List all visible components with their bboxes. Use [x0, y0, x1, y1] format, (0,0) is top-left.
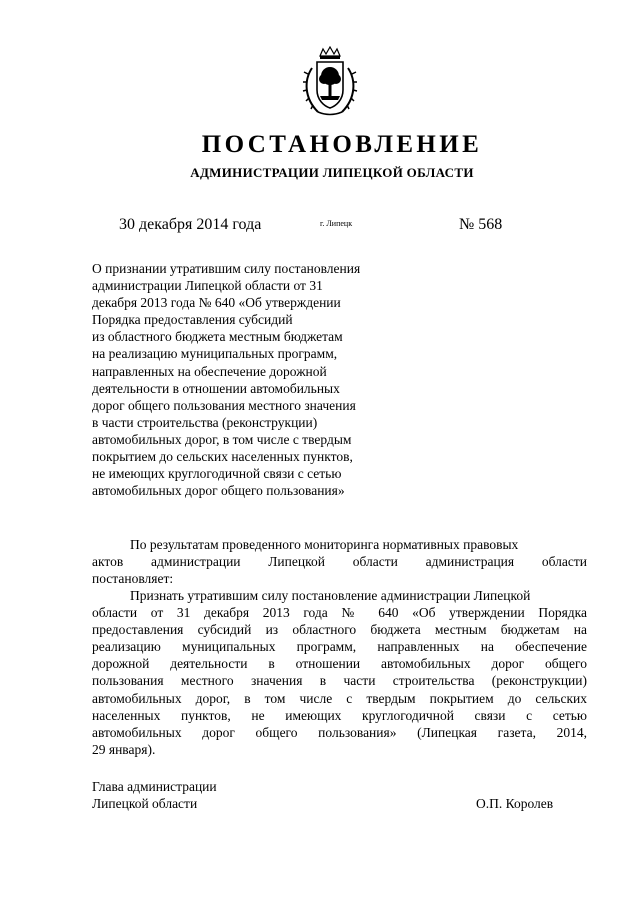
- heading-line: направленных на обеспечение дорожной: [92, 363, 327, 379]
- paragraph-line: реализацию муниципальных программ, направленных на обеспечение: [92, 639, 587, 655]
- paragraph-line: автомобильных дорог общего пользования» (Липецкая газета, 2014,: [92, 724, 587, 740]
- document-city: г. Липецк: [320, 219, 353, 228]
- heading-line: из областного бюджета местным бюджетам: [92, 329, 343, 345]
- heading-line: автомобильных дорог общего пользования»: [92, 483, 345, 499]
- paragraph-line: Признать утратившим силу постановление администрации Липецкой: [130, 588, 531, 603]
- coat-of-arms-icon: [298, 46, 362, 118]
- document-date: 30 декабря 2014 года: [119, 216, 262, 233]
- paragraph-line: дорожной деятельности в отношении автомобильных дорог общего: [92, 656, 587, 672]
- heading-line: автомобильных дорог, в том числе с твердым: [92, 431, 352, 447]
- paragraph-line: пользования местного значения в части строительства (реконструкции): [92, 673, 587, 689]
- heading-line: не имеющих круглогодичной связи с сетью: [92, 466, 342, 482]
- paragraph-line: постановляет:: [92, 571, 174, 587]
- signatory-position-line: Липецкой области: [92, 796, 198, 812]
- paragraph-line: области от 31 декабря 2013 года № 640 «Об утверждении Порядка: [92, 605, 587, 621]
- heading-line: покрытием до сельских населенных пунктов,: [92, 449, 353, 465]
- heading-line: на реализацию муниципальных программ,: [92, 346, 338, 362]
- paragraph-line: населенных пунктов, не имеющих круглогодичной связи с сетью: [92, 707, 587, 723]
- heading-line: О признании утратившим силу постановления: [92, 261, 361, 276]
- signatory-position-line: Глава администрации: [92, 779, 217, 794]
- paragraph-line: предоставления субсидий из областного бюджета местным бюджетам на: [92, 622, 587, 638]
- heading-line: деятельности в отношении автомобильных: [92, 380, 340, 396]
- document-subtitle: АДМИНИСТРАЦИИ ЛИПЕЦКОЙ ОБЛАСТИ: [190, 165, 474, 180]
- resolution-heading: [92, 260, 412, 499]
- paragraph-monitoring: [92, 536, 587, 587]
- paragraph-line: 29 января).: [92, 741, 156, 757]
- paragraph-line: актов администрации Липецкой области администрация области: [92, 554, 587, 570]
- paragraph-line: автомобильных дорог, в том числе с твердым покрытием до сельских: [92, 690, 587, 706]
- paragraph-line: По результатам проведенного мониторинга нормативных правовых: [130, 537, 519, 552]
- heading-line: дорог общего пользования местного значения: [92, 397, 356, 413]
- signatory-position: [92, 778, 217, 812]
- document-title: ПОСТАНОВЛЕНИЕ: [201, 131, 483, 158]
- paragraph-decision: [92, 587, 587, 758]
- heading-line: Порядка предоставления субсидий: [92, 312, 293, 328]
- document-number: № 568: [459, 216, 503, 233]
- heading-line: администрации Липецкой области от 31: [92, 278, 323, 294]
- signatory-name: О.П. Королев: [476, 796, 554, 811]
- heading-line: декабря 2013 года № 640 «Об утверждении: [92, 295, 341, 311]
- heading-line: в части строительства (реконструкции): [92, 414, 318, 430]
